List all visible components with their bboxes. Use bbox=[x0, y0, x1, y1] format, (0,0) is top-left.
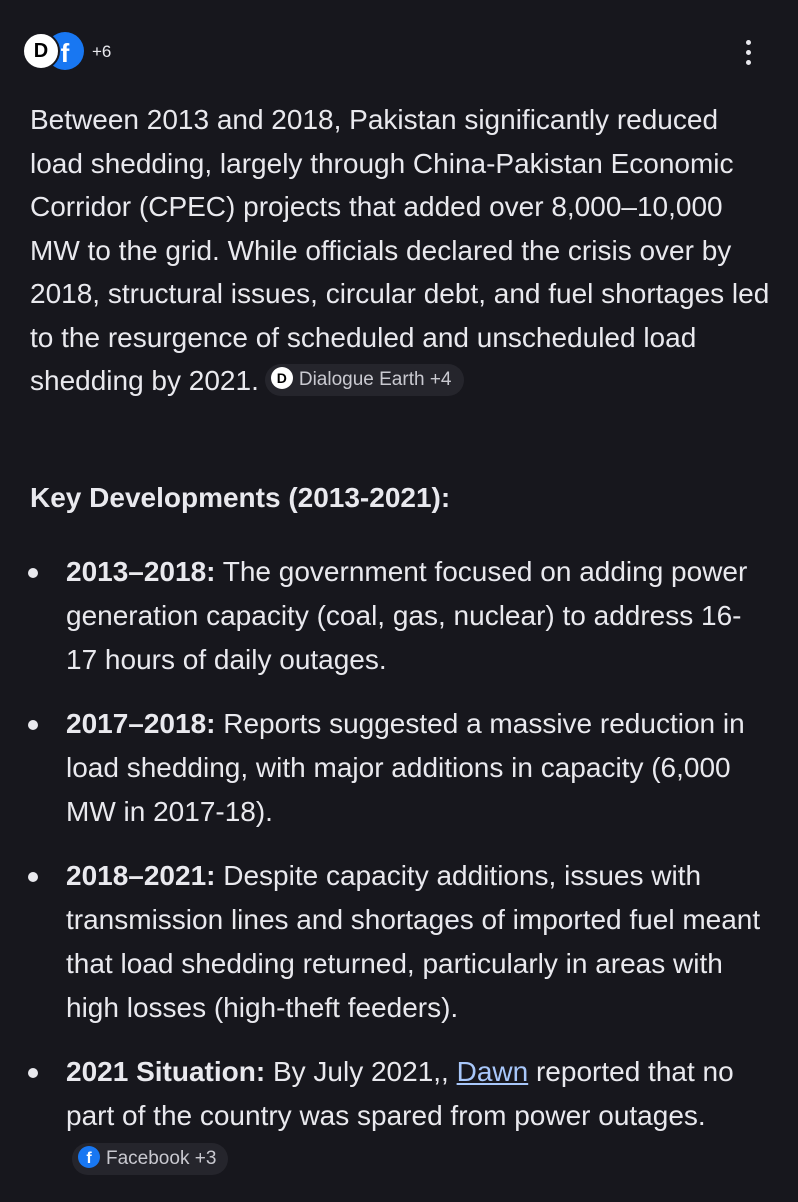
source-chip-label: Facebook +3 bbox=[106, 1147, 217, 1169]
response-body bbox=[30, 98, 770, 1169]
list-item-text: reported that no part of the country was spared from power outages. bbox=[66, 1056, 734, 1131]
source-avatars[interactable] bbox=[22, 32, 132, 72]
bullet-icon bbox=[28, 872, 38, 882]
list-item-text: Despite capacity additions, issues with transmission lines and shortages of imported fuel meant that load shedding returned, particularly in areas with high losses (high-theft feeders). bbox=[66, 860, 761, 1023]
list-item-title: 2017–2018: bbox=[66, 708, 216, 739]
bullet-icon bbox=[28, 568, 38, 578]
list-item-title: 2018–2021: bbox=[66, 860, 216, 891]
source-chip-facebook[interactable] bbox=[72, 1143, 228, 1175]
dialogue-earth-avatar bbox=[22, 32, 60, 70]
key-developments-list bbox=[30, 550, 770, 1202]
more-sources-count[interactable]: +6 bbox=[92, 42, 112, 61]
list-item bbox=[30, 702, 770, 834]
avatar-letter: f bbox=[60, 38, 70, 68]
intro-paragraph bbox=[30, 98, 770, 403]
list-item bbox=[30, 854, 770, 1030]
source-chip-label: Dialogue Earth +4 bbox=[298, 368, 452, 390]
response-header bbox=[0, 0, 798, 100]
list-item-title: 2013–2018: bbox=[66, 556, 216, 587]
list-item-text: Reports suggested a massive reduction in load shedding, with major additions in capacity (6,000 MW in 2017-18). bbox=[66, 708, 745, 827]
intro-text: Between 2013 and 2018, Pakistan significantly reduced load shedding, largely through China-Pakistan Economic Corridor (CPEC) projects that added over 8,000–10,000 MW to the grid. While officials declared the crisis over by 2018, structural issues, circular debt, and fuel shortages led to the resurgence of scheduled and unscheduled load shedding by 2021. bbox=[30, 104, 770, 396]
dawn-link[interactable]: Dawn bbox=[456, 1056, 529, 1087]
list-item bbox=[30, 1050, 770, 1182]
list-item-title: 2021 Situation: bbox=[66, 1056, 266, 1087]
bullet-icon bbox=[28, 720, 38, 730]
bullet-icon bbox=[28, 1068, 38, 1078]
section-heading: Key Developments (2013-2021): bbox=[30, 482, 451, 513]
list-item-text: By July 2021,, bbox=[265, 1056, 457, 1087]
more-vertical-icon[interactable] bbox=[736, 36, 760, 70]
facebook-icon: f bbox=[78, 1146, 100, 1168]
dialogue-earth-icon: D bbox=[271, 367, 293, 389]
source-chip-dialogue-earth[interactable] bbox=[265, 364, 464, 396]
list-item bbox=[30, 550, 770, 682]
list-item-text: The government focused on adding power generation capacity (coal, gas, nuclear) to address 16-17 hours of daily outages. bbox=[66, 556, 748, 675]
avatar-letter: D bbox=[33, 40, 49, 62]
